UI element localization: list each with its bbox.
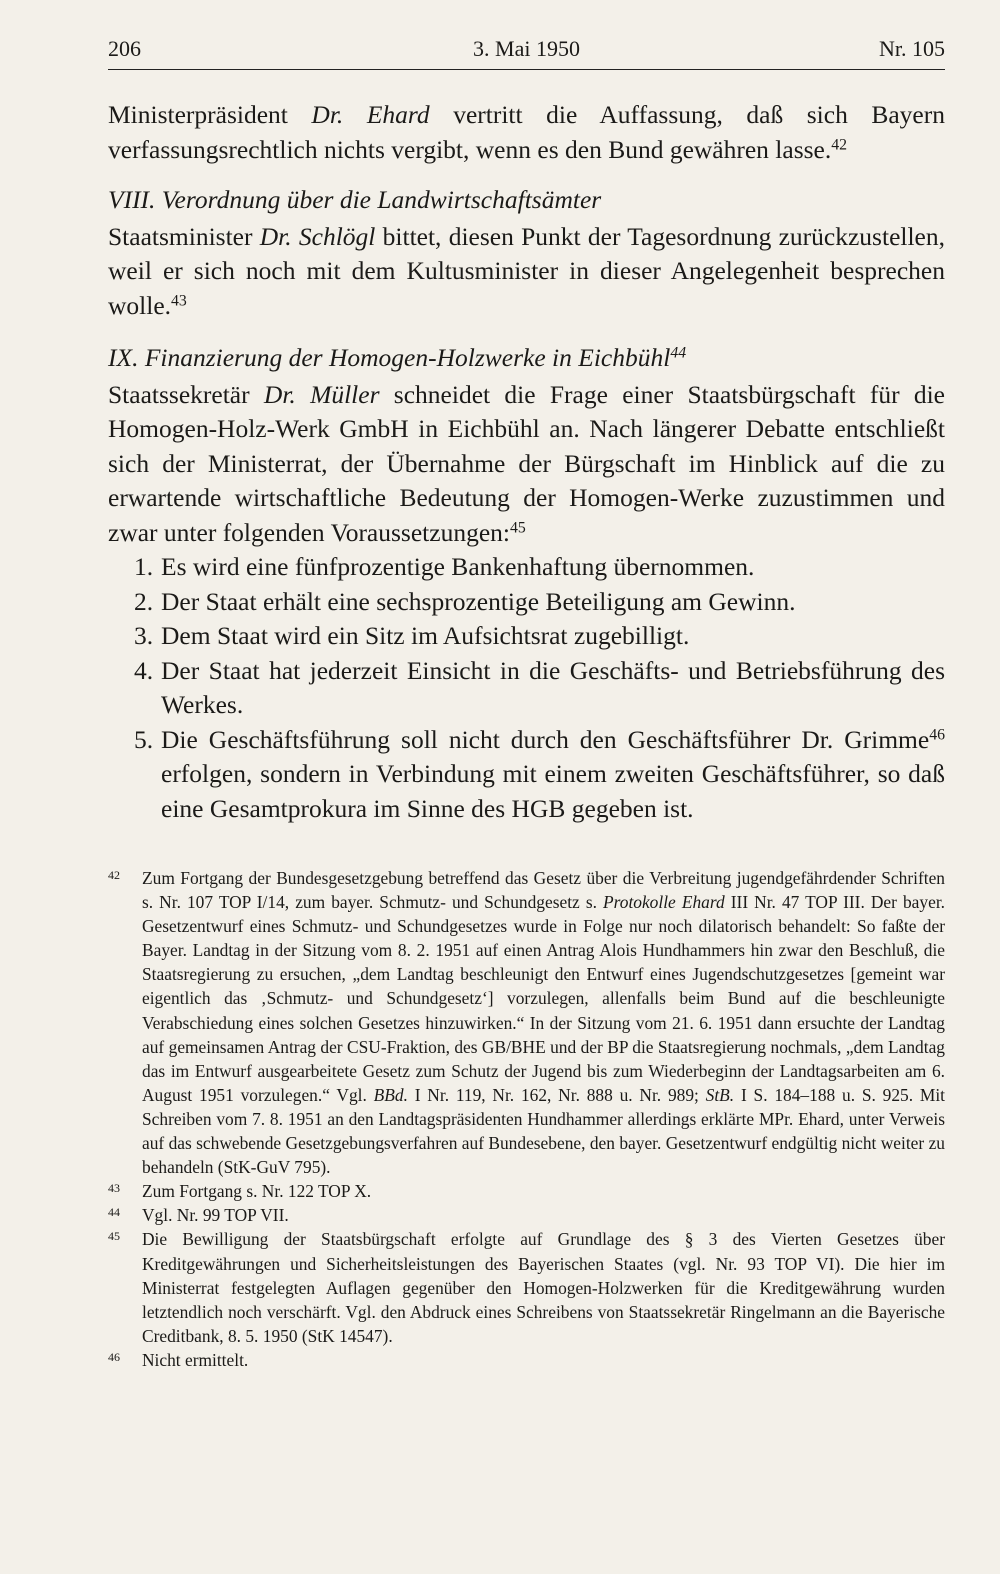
footnote-number: 46: [108, 1349, 120, 1364]
footnote-number: 44: [108, 1205, 120, 1220]
list-item: 2. Der Staat erhält eine sechsprozentige Beteiligung am Gewinn.: [134, 586, 796, 616]
footnote-ref-45[interactable]: 45: [509, 518, 526, 536]
person-name: Dr. Schlögl: [259, 221, 376, 251]
footnote-number: 45: [108, 1229, 120, 1244]
paragraph-schloegl: Staatsminister Dr. Schlögl bittet, diesen Punkt der Tagesordnung zurückzustellen, weil er sich noch mit dem Kultusminister in dieser Angelegenheit besprechen wolle.$^{43}$: [108, 221, 945, 320]
footnote-44: 44 Vgl. Nr. 99 TOP VII.: [108, 1203, 945, 1227]
footnote-number: 42: [108, 868, 120, 882]
footnote-43: 43 Zum Fortgang s. Nr. 122 TOP X.: [108, 1179, 945, 1203]
footnote-ref-44[interactable]: 44: [670, 344, 687, 362]
session-date: 3. Mai 1950: [473, 36, 580, 61]
conditions-list: [108, 550, 945, 826]
list-item: 3. Dem Staat wird ein Sitz im Aufsichtsrat zugebilligt.: [134, 621, 690, 650]
paragraph-mueller: Staatssekretär Dr. Müller schneidet die Frage einer Staatsbürgschaft für die Homogen-Holz-Werk GmbH in Eichbühl an. Nach längerer Debatte entschließt sich der Ministerrat, der Übernahme der Bürgschaft im Hinblick auf die zu erwartende wirtschaftliche Bedeutung der Homogen-Werke zuzustimmen und zwar unter folgenden Voraussetzungen:$^{45}$: [108, 379, 946, 547]
footnote-45: 45 Die Bewilligung der Staatsbürgschaft erfolgte auf Grundlage des § 3 des Vierten Gesetzes über Kreditgewährungen und Sicherheitsleistungen des Bayerischen Staates (vgl. Nr. 93 TOP VI). Die hier im Ministerrat festgelegten Auflagen gegenüber den Homogen-Holzwerken für die Kreditgewährung wurden letztendlich noch verschärft. Vgl. den Abdruck eines Schreibens von Staatssekretär Ringelmann an die Bayerische Creditbank, 8. 5. 1950 (StK 14547).: [108, 1227, 945, 1347]
protocol-number: Nr. 105: [879, 36, 945, 61]
paragraph-ehard: Ministerpräsident Dr. Ehard vertritt die Auffassung, daß sich Bayern verfassungsrechtlich nichts vergibt, wenn es den Bund gewähren lasse.$^{42}$: [108, 100, 945, 164]
footnotes: [108, 866, 945, 1372]
footnote-42: 42 Zum Fortgang der Bundesgesetzgebung betreffend das Gesetz über die Verbreitung jugendgefährdender Schriften s. Nr. 107 TOP I/14, zum bayer. Schmutz- und Schundgesetz s. Protokolle Ehard III Nr. 47 TOP III. Der bayer. Gesetzentwurf eines Schmutz- und Schundgesetzes wurde in Folge nur noch dilatorisch behandelt: So faßte der Bayer. Landtag in der Sitzung vom 8. 2. 1951 auf einen Antrag Alois Hundhammers hin zwar den Beschluß, die Staatsregierung zu ersuchen, „dem Landtag beschleunigt den Entwurf eines Jugendschutzgesetzes [gemeint war eigentlich das ‚Schmutz- und Schundgesetz‘] vorzulegen, allenfalls beim Bund auf die beschleunigte Verabschiedung eines solchen Gesetzes hinzuwirken.“ In der Sitzung vom 21. 6. 1951 dann ersuchte der Landtag auf gemeinsamen Antrag der CSU-Fraktion, des GB/BHE und der BP die Staatsregierung nochmals, „dem Landtag das im Entwurf ausgearbeitete Gesetz zum Schutz der Jugend bis zum Wiederbeginn der Landtagsarbeiten am 6. August 1951 vorzulegen.“ Vgl. BBd. I Nr. 119, Nr. 162, Nr. 888 u. Nr. 989; StB. I S. 184–188 u. S. 925. Mit Schreiben vom 7. 8. 1951 an den Landtagspräsidenten Hundhammer allerdings erklärte MPr. Ehard, unter Verweis auf das schwebende Gesetzgebungsverfahren auf Bundesebene, den bayer. Gesetzentwurf endgültig nicht weiter zu behandeln (StK-GuV 795).: [108, 866, 945, 1179]
person-name: Dr. Müller: [263, 379, 380, 409]
agenda-heading-ix: IX. Finanzierung der Homogen-Holzwerke in Eichbühl$^{44}$: [108, 343, 687, 372]
footnote-46: 46 Nicht ermittelt.: [108, 1348, 945, 1372]
page-number: 206: [108, 36, 141, 61]
running-head: [108, 36, 945, 66]
list-item: 1. Es wird eine fünfprozentige Bankenhaftung übernommen.: [134, 552, 755, 581]
footnote-ref-43[interactable]: 43: [171, 291, 187, 309]
header-rule: [108, 69, 945, 70]
footnote-ref-42[interactable]: 42: [831, 135, 848, 153]
person-name: Dr. Ehard: [311, 100, 430, 129]
footnote-number: 43: [108, 1181, 120, 1196]
list-item: 4. Der Staat hat jederzeit Einsicht in die Geschäfts- und Betriebsführung des Werkes.: [134, 655, 945, 719]
main-text: [108, 98, 945, 826]
list-item: 5. Die Geschäftsführung soll nicht durch den Geschäftsführer Dr. Grimme$^{46}$ erfolgen, sondern in Verbindung mit einem zweiten Geschäftsführer, so daß eine Gesamtprokura im Sinne des HGB gegeben ist.: [134, 724, 945, 823]
footnote-ref-46[interactable]: 46: [929, 725, 945, 743]
agenda-heading-viii: VIII. Verordnung über die Landwirtschaftsämter: [108, 185, 602, 214]
